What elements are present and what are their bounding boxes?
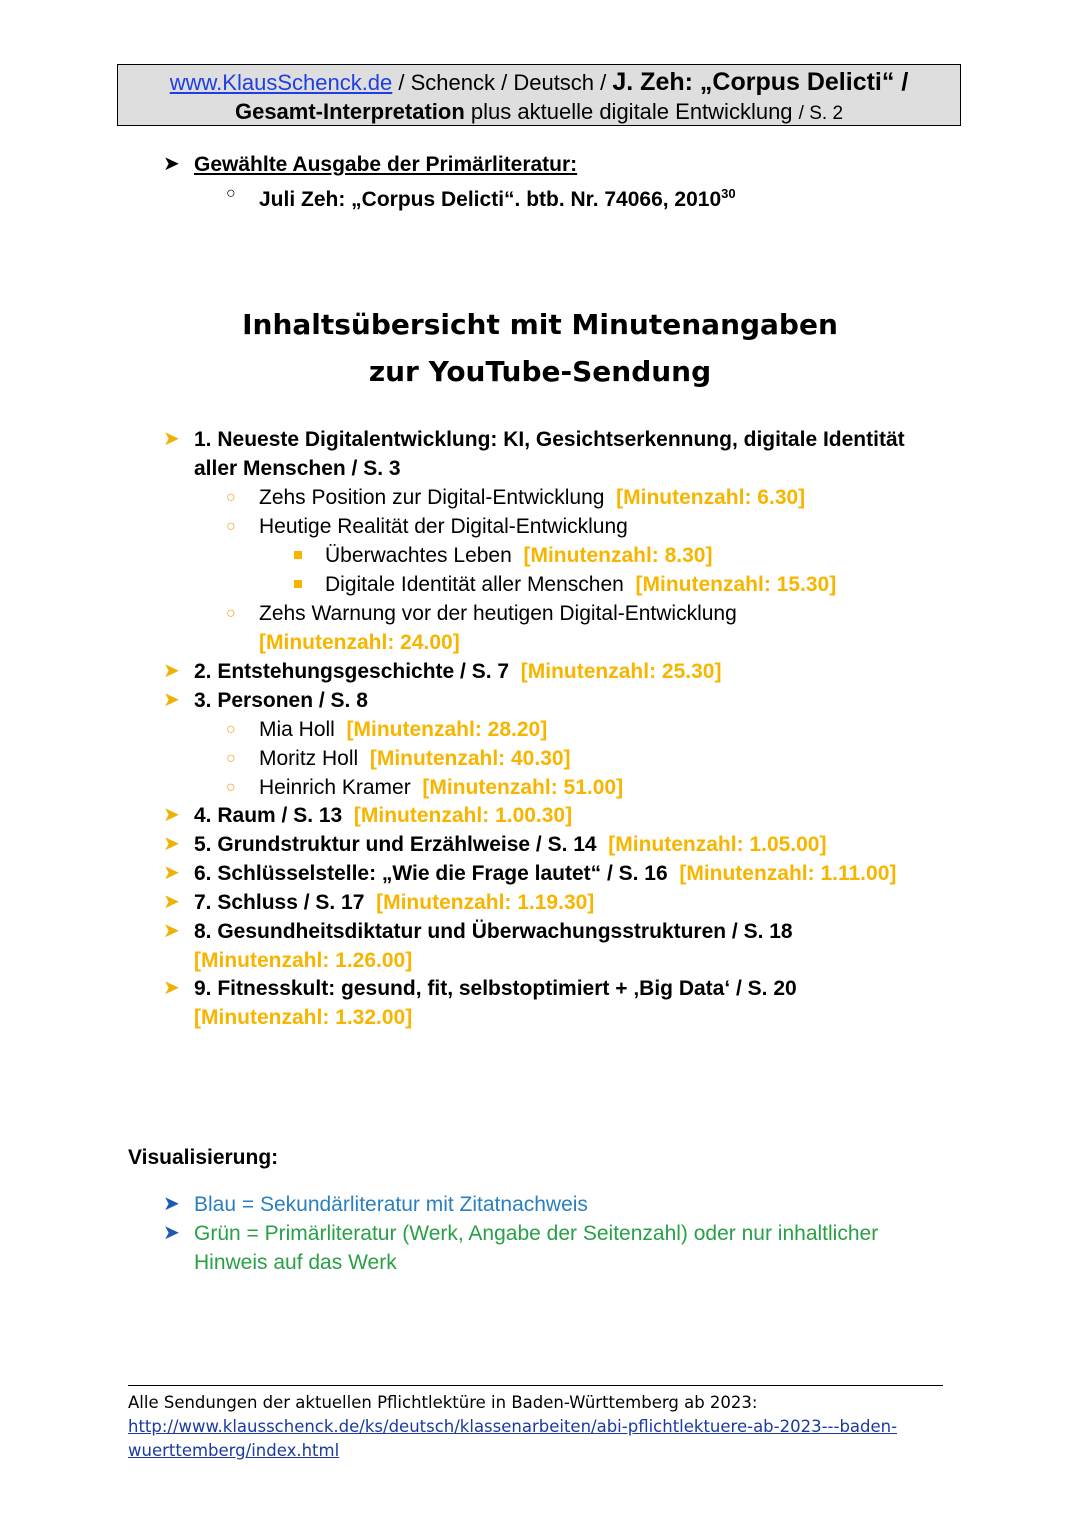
- primary-heading: Gewählte Ausgabe der Primärliteratur:: [194, 153, 578, 176]
- page-title: Inhaltsübersicht mit Minutenangaben: [242, 308, 838, 341]
- arrow-bullet-icon: ➤: [163, 660, 180, 682]
- footer-link-line-1[interactable]: http://www.klausschenck.de/ks/deutsch/klassenarbeiten/abi-pflichtlektuere-ab-2023---baden-: [128, 1417, 898, 1436]
- toc-item-5: 5. Grundstruktur und Erzählweise / S. 14 [Minutenzahl: 1.05.00]: [194, 833, 827, 856]
- legend-green: Grün = Primärliteratur (Werk, Angabe der Seitenzahl) oder nur inhaltlicher: [194, 1222, 879, 1245]
- page-header: [117, 64, 961, 126]
- square-bullet-icon: [294, 580, 302, 588]
- minute-label: [Minutenzahl: 1.11.00]: [679, 862, 897, 885]
- toc-item-1b2: Digitale Identität aller Menschen [Minutenzahl: 15.30]: [325, 573, 837, 596]
- circle-bullet-icon: ○: [226, 605, 236, 622]
- minute-label: [Minutenzahl: 1.19.30]: [376, 891, 595, 914]
- toc-item-4: 4. Raum / S. 13 [Minutenzahl: 1.00.30]: [194, 804, 573, 827]
- minute-label: [Minutenzahl: 8.30]: [523, 544, 713, 567]
- arrow-bullet-icon: ➤: [163, 804, 180, 826]
- footer-divider: [128, 1385, 943, 1386]
- header-subtitle: plus aktuelle digitale Entwicklung: [464, 99, 799, 124]
- arrow-bullet-icon: ➤: [163, 920, 180, 942]
- legend-green-cont: Hinweis auf das Werk: [194, 1251, 397, 1274]
- arrow-bullet-icon: ➤: [163, 862, 180, 884]
- minute-label: [Minutenzahl: 40.30]: [369, 747, 571, 770]
- primary-entry-sup: 30: [721, 186, 736, 201]
- header-line-1: [118, 68, 960, 97]
- toc-item-7: 7. Schluss / S. 17 [Minutenzahl: 1.19.30]: [194, 891, 595, 914]
- toc-item-1: 1. Neueste Digitalentwicklung: KI, Gesichtserkennung, digitale Identität: [194, 428, 905, 451]
- minute-label: [Minutenzahl: 25.30]: [520, 660, 722, 683]
- header-interpretation: Gesamt-Interpretation: [234, 99, 465, 124]
- header-breadcrumb: / Schenck / Deutsch /: [392, 70, 613, 95]
- footer-link-line-2[interactable]: wuerttemberg/index.html: [128, 1441, 340, 1460]
- minute-label: [Minutenzahl: 24.00]: [259, 631, 460, 654]
- toc-item-1c: Zehs Warnung vor der heutigen Digital-Entwicklung: [259, 602, 737, 625]
- arrow-bullet-icon: ➤: [163, 977, 180, 999]
- footer-link-cont[interactable]: [128, 1439, 339, 1463]
- circle-bullet-icon: ○: [226, 721, 236, 738]
- minute-label: [Minutenzahl: 1.05.00]: [608, 833, 827, 856]
- minute-label: [Minutenzahl: 15.30]: [635, 573, 837, 596]
- minute-label: [Minutenzahl: 28.20]: [346, 718, 548, 741]
- minute-label: [Minutenzahl: 6.30]: [616, 486, 806, 509]
- legend-heading: Visualisierung:: [128, 1146, 279, 1169]
- toc-item-3a: Mia Holl [Minutenzahl: 28.20]: [259, 718, 548, 741]
- arrow-bullet-icon: ➤: [163, 1222, 180, 1244]
- primary-entry: Juli Zeh: „Corpus Delicti“. btb. Nr. 74066, 2010$^{30}$: [259, 186, 736, 211]
- toc-item-6: 6. Schlüsselstelle: „Wie die Frage lautet“ / S. 16 [Minutenzahl: 1.11.00]: [194, 862, 897, 885]
- toc-item-1b1: Überwachtes Leben [Minutenzahl: 8.30]: [325, 544, 713, 567]
- minute-label: [Minutenzahl: 51.00]: [422, 776, 624, 799]
- toc-item-1-cont: aller Menschen / S. 3: [194, 457, 401, 480]
- toc-item-1a: Zehs Position zur Digital-Entwicklung [Minutenzahl: 6.30]: [259, 486, 806, 509]
- arrow-bullet-icon: ➤: [163, 833, 180, 855]
- toc-item-8: 8. Gesundheitsdiktatur und Überwachungsstrukturen / S. 18: [194, 920, 793, 943]
- arrow-bullet-icon: ➤: [163, 689, 180, 711]
- toc-item-9: 9. Fitnesskult: gesund, fit, selbstoptimiert + ‚Big Data‘ / S. 20: [194, 977, 797, 1000]
- minute-label: [Minutenzahl: 1.26.00]: [194, 949, 413, 972]
- circle-bullet-icon: ○: [226, 750, 236, 767]
- circle-bullet-icon: ○: [226, 185, 236, 202]
- toc-item-3: 3. Personen / S. 8: [194, 689, 368, 712]
- arrow-bullet-icon: ➤: [163, 1193, 180, 1215]
- footer-link[interactable]: [128, 1415, 897, 1439]
- square-bullet-icon: [294, 551, 302, 559]
- minute-label: [Minutenzahl: 1.00.30]: [353, 804, 573, 827]
- toc-item-1b: Heutige Realität der Digital-Entwicklung: [259, 515, 628, 538]
- header-page-number: / S. 2: [798, 103, 844, 124]
- page-title-line-2: zur YouTube-Sendung: [368, 355, 712, 388]
- footer-text: Alle Sendungen der aktuellen Pflichtlektüre in Baden-Württemberg ab 2023:: [128, 1393, 758, 1412]
- toc-item-3b: Moritz Holl [Minutenzahl: 40.30]: [259, 747, 571, 770]
- site-link[interactable]: www.KlausSchenck.de: [169, 70, 393, 95]
- circle-bullet-icon: ○: [226, 489, 236, 506]
- toc-item-2: 2. Entstehungsgeschichte / S. 7 [Minutenzahl: 25.30]: [194, 660, 722, 683]
- toc-item-3c: Heinrich Kramer [Minutenzahl: 51.00]: [259, 776, 624, 799]
- header-work-title: J. Zeh: „Corpus Delicti“ /: [612, 68, 909, 96]
- header-line-2: [118, 97, 960, 128]
- circle-bullet-icon: ○: [226, 518, 236, 535]
- arrow-bullet-icon: ➤: [163, 891, 180, 913]
- legend-blue: Blau = Sekundärliteratur mit Zitatnachweis: [194, 1193, 588, 1216]
- minute-label: [Minutenzahl: 1.32.00]: [194, 1006, 413, 1029]
- arrow-bullet-icon: ➤: [163, 153, 180, 175]
- arrow-bullet-icon: ➤: [163, 428, 180, 450]
- circle-bullet-icon: ○: [226, 779, 236, 796]
